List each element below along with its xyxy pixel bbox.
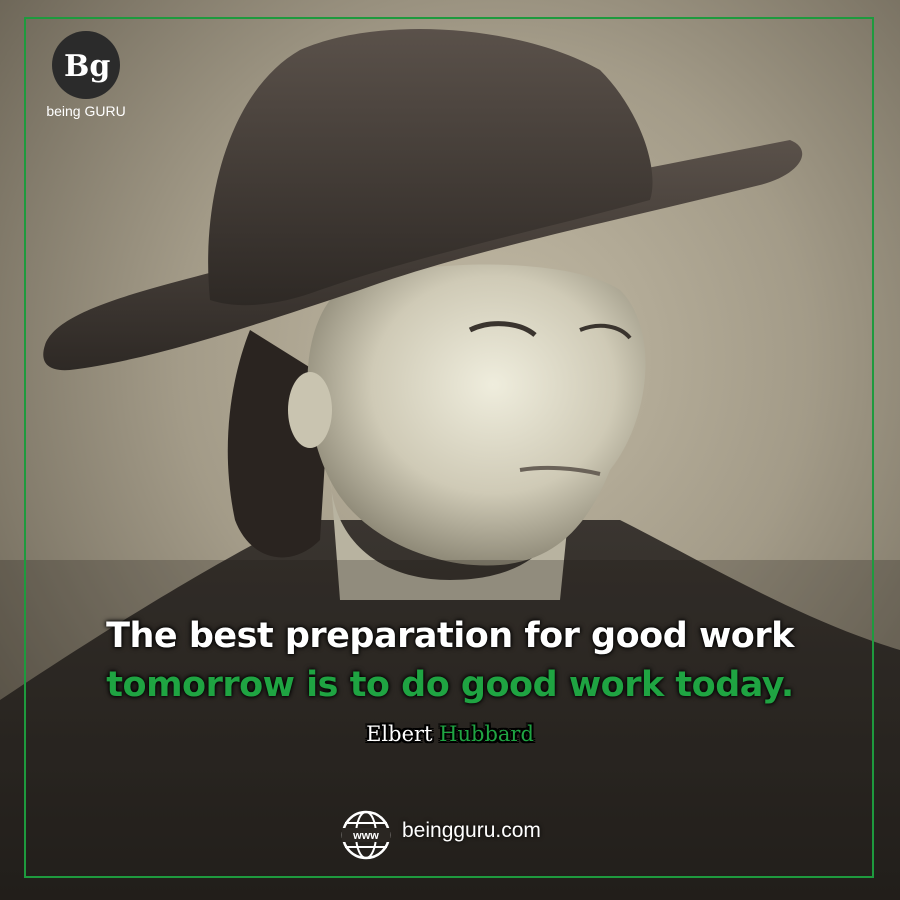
- bg-logo-icon: [52, 31, 120, 99]
- globe-www-icon: [340, 809, 392, 861]
- author-last-name: Hubbard: [439, 722, 534, 746]
- brand-name: being GURU: [46, 103, 126, 119]
- author-name: [0, 722, 900, 746]
- logo-letter-b: Bg: [64, 49, 111, 84]
- globe-www-label: www: [353, 830, 379, 842]
- quote-line-1: The best preparation for good work: [106, 616, 794, 656]
- quote-line-2: tomorrow is to do good work today.: [106, 665, 794, 705]
- website-link[interactable]: beingguru.com: [402, 819, 541, 842]
- author-first-name: Elbert: [366, 722, 433, 746]
